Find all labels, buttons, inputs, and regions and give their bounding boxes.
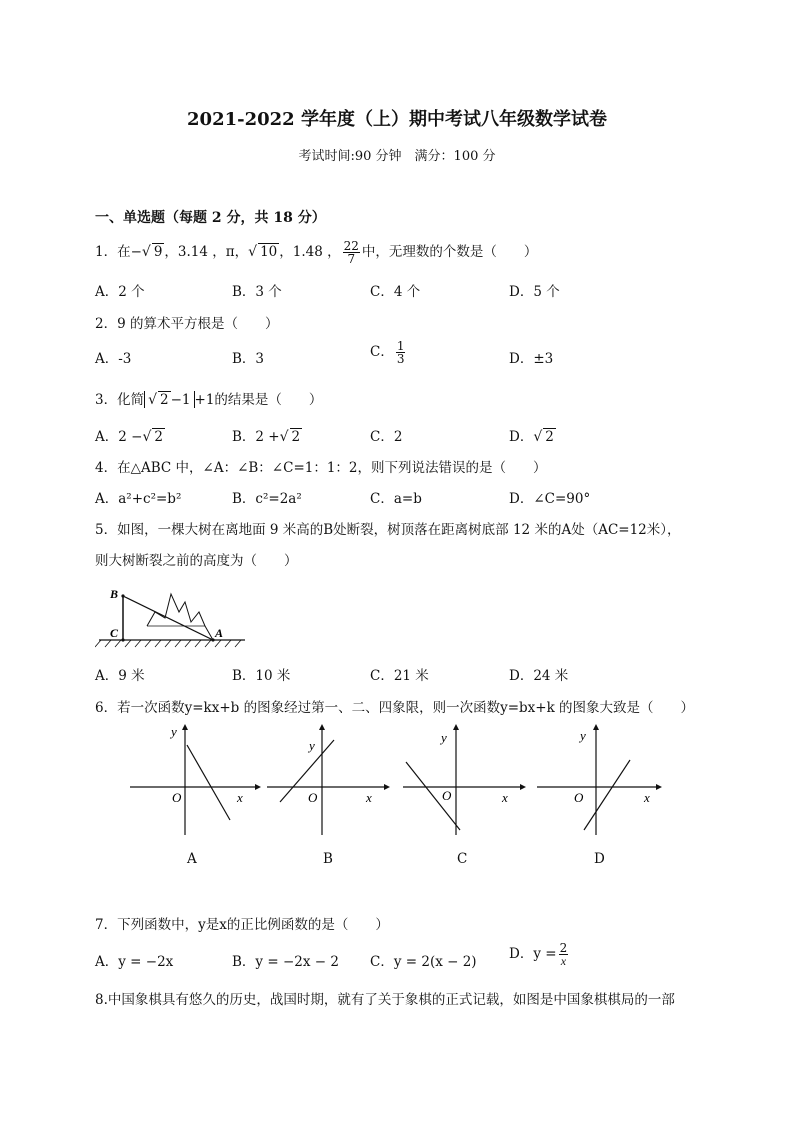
q7-option-d-text: D．y = bbox=[509, 946, 557, 962]
q7-option-d bbox=[509, 942, 570, 967]
x-axis-label: x bbox=[366, 790, 372, 805]
q7-option-a: A．y = −2x bbox=[95, 954, 174, 970]
q4-option-d: D．∠C=90° bbox=[509, 491, 591, 507]
q4-option-c: C．a=b bbox=[370, 491, 422, 507]
q3-radicand: 2 bbox=[160, 392, 169, 408]
fallen-trunk bbox=[123, 596, 213, 640]
q7-option-b: B．y = −2x − 2 bbox=[232, 954, 339, 970]
graph-a bbox=[125, 720, 265, 870]
q2-option-c bbox=[370, 340, 407, 365]
q2-option-a: A．-3 bbox=[95, 351, 132, 367]
question-2-stem: 2．9 的算术平方根是（ ） bbox=[95, 316, 279, 332]
q5-option-c: C．21 米 bbox=[370, 668, 429, 684]
q2-frac-numerator: 1 bbox=[396, 339, 405, 353]
arrow-up-icon bbox=[453, 724, 459, 730]
q1-frac-numerator: 22 bbox=[343, 239, 359, 253]
q1-pi: π bbox=[225, 244, 235, 260]
arrow-right-icon bbox=[255, 784, 261, 790]
q3-inner: −1 bbox=[170, 392, 191, 408]
q3-option-a-text: A．2 − bbox=[95, 429, 143, 445]
q1-negative-sign: − bbox=[130, 244, 142, 260]
q3-prefix: 3．化简 bbox=[95, 392, 145, 408]
q3-option-b-radicand: 2 bbox=[291, 429, 301, 445]
y-axis-label: y bbox=[580, 728, 586, 743]
q2-option-c-label: C． bbox=[370, 344, 394, 360]
q7-frac-numerator: 2 bbox=[559, 941, 568, 955]
ground-hatching bbox=[95, 640, 241, 647]
q2-option-c-fraction bbox=[396, 340, 406, 365]
function-line bbox=[280, 740, 334, 802]
sqrt-icon: √ bbox=[148, 392, 158, 408]
arrow-right-icon bbox=[384, 784, 390, 790]
q3-option-b bbox=[232, 425, 302, 445]
function-line bbox=[406, 762, 460, 830]
page-title: 2021-2022 学年度（上）期中考试八年级数学试卷 bbox=[187, 109, 607, 130]
label-b: B bbox=[110, 587, 119, 601]
q1-text-mid1: ，3.14 ， bbox=[164, 244, 226, 260]
graph-d-label: D bbox=[594, 851, 605, 867]
q2-option-d: D．±3 bbox=[509, 351, 554, 367]
q1-suffix: 中，无理数的个数是（ ） bbox=[361, 244, 538, 260]
question-8-line1: 8.中国象棋具有悠久的历史，战国时期，就有了关于象棋的正式记载，如图是中国象棋棋局的一部 bbox=[95, 992, 675, 1008]
q3-option-a-radicand: 2 bbox=[154, 429, 163, 445]
q3-option-b-text: B．2 + bbox=[232, 429, 280, 445]
q1-option-d: D．5 个 bbox=[509, 284, 560, 300]
tree-branches bbox=[147, 594, 213, 640]
origin-label: O bbox=[574, 790, 584, 805]
function-line bbox=[187, 745, 230, 820]
q1-text-mid3: ，1.48 ， bbox=[279, 244, 341, 260]
sqrt-icon: √ bbox=[279, 429, 289, 445]
q3-option-a bbox=[95, 425, 165, 445]
q3-option-d-radicand: 2 bbox=[545, 429, 554, 445]
label-a: A bbox=[215, 626, 224, 640]
sqrt-icon: √ bbox=[248, 244, 258, 260]
q1-text-mid2: ， bbox=[234, 244, 249, 260]
q3-option-d bbox=[509, 425, 556, 445]
q1-prefix: 1．在 bbox=[95, 244, 131, 260]
function-line bbox=[584, 760, 630, 830]
sqrt-icon: √ bbox=[141, 244, 151, 260]
origin-label: O bbox=[442, 788, 452, 803]
exam-info: 考试时间:90 分钟 满分：100 分 bbox=[298, 149, 496, 164]
graph-a-label: A bbox=[187, 851, 197, 867]
sqrt-icon: √ bbox=[533, 429, 543, 445]
point-b-marker bbox=[121, 594, 124, 597]
q7-option-d-fraction bbox=[559, 942, 569, 967]
q3-option-d-text: D． bbox=[509, 429, 534, 445]
q1-radicand-9: 9 bbox=[153, 244, 163, 260]
graph-b-label: B bbox=[323, 851, 333, 867]
question-5-line2: 则大树断裂之前的高度为（ ） bbox=[95, 553, 298, 569]
graph-b bbox=[262, 720, 402, 870]
y-axis-label: y bbox=[171, 724, 177, 739]
question-3-stem bbox=[95, 388, 322, 408]
broken-tree-figure bbox=[95, 582, 255, 652]
q1-frac-denominator: 7 bbox=[347, 252, 356, 266]
arrow-right-icon bbox=[656, 784, 662, 790]
y-axis-label: y bbox=[441, 730, 447, 745]
graph-c bbox=[398, 720, 538, 870]
question-1-stem bbox=[95, 240, 537, 265]
q5-option-a: A．9 米 bbox=[95, 668, 145, 684]
q1-fraction bbox=[343, 240, 360, 265]
q5-option-d: D．24 米 bbox=[509, 668, 569, 684]
x-axis-label: x bbox=[644, 790, 650, 805]
q4-option-b: B．c²=2a² bbox=[232, 491, 302, 507]
arrow-up-icon bbox=[319, 724, 325, 730]
q3-absolute-value bbox=[144, 391, 194, 408]
q1-option-c: C．4 个 bbox=[370, 284, 421, 300]
section-heading: 一、单选题（每题 2 分，共 18 分） bbox=[95, 210, 326, 226]
arrow-up-icon bbox=[593, 724, 599, 730]
question-6-stem: 6．若一次函数y=kx+b 的图象经过第一、二、四象限，则一次函数y=bx+k 的图象大致是（ ） bbox=[95, 700, 695, 716]
arrow-up-icon bbox=[182, 724, 188, 730]
origin-label: O bbox=[172, 790, 182, 805]
x-axis-label: x bbox=[237, 790, 243, 805]
q1-radicand-10: 10 bbox=[260, 244, 278, 260]
q3-option-c: C．2 bbox=[370, 429, 403, 445]
q4-option-a: A．a²+c²=b² bbox=[95, 491, 182, 507]
origin-label: O bbox=[308, 790, 318, 805]
q3-suffix: +1的结果是（ ） bbox=[194, 392, 323, 408]
x-axis-label: x bbox=[502, 790, 508, 805]
q1-option-a: A．2 个 bbox=[95, 284, 145, 300]
graph-d bbox=[532, 720, 672, 870]
y-axis-label: y bbox=[309, 738, 315, 753]
q5-option-b: B．10 米 bbox=[232, 668, 291, 684]
q2-frac-denominator: 3 bbox=[396, 352, 405, 366]
q7-frac-denominator: x bbox=[560, 954, 567, 968]
arrow-right-icon bbox=[520, 784, 526, 790]
q1-option-b: B．3 个 bbox=[232, 284, 282, 300]
question-4-stem: 4．在△ABC 中，∠A：∠B：∠C=1：1：2，则下列说法错误的是（ ） bbox=[95, 460, 547, 476]
question-5-line1: 5．如图，一棵大树在离地面 9 米高的B处断裂，树顶落在距离树底部 12 米的A处（AC=12米）， bbox=[95, 522, 681, 538]
q7-option-c: C．y = 2(x − 2) bbox=[370, 954, 477, 970]
graph-c-label: C bbox=[457, 851, 468, 867]
sqrt-icon: √ bbox=[142, 429, 152, 445]
label-c: C bbox=[110, 626, 119, 640]
point-c-marker bbox=[121, 638, 124, 641]
q2-option-b: B．3 bbox=[232, 351, 265, 367]
question-7-stem: 7．下列函数中，y是x的正比例函数的是（ ） bbox=[95, 917, 389, 933]
